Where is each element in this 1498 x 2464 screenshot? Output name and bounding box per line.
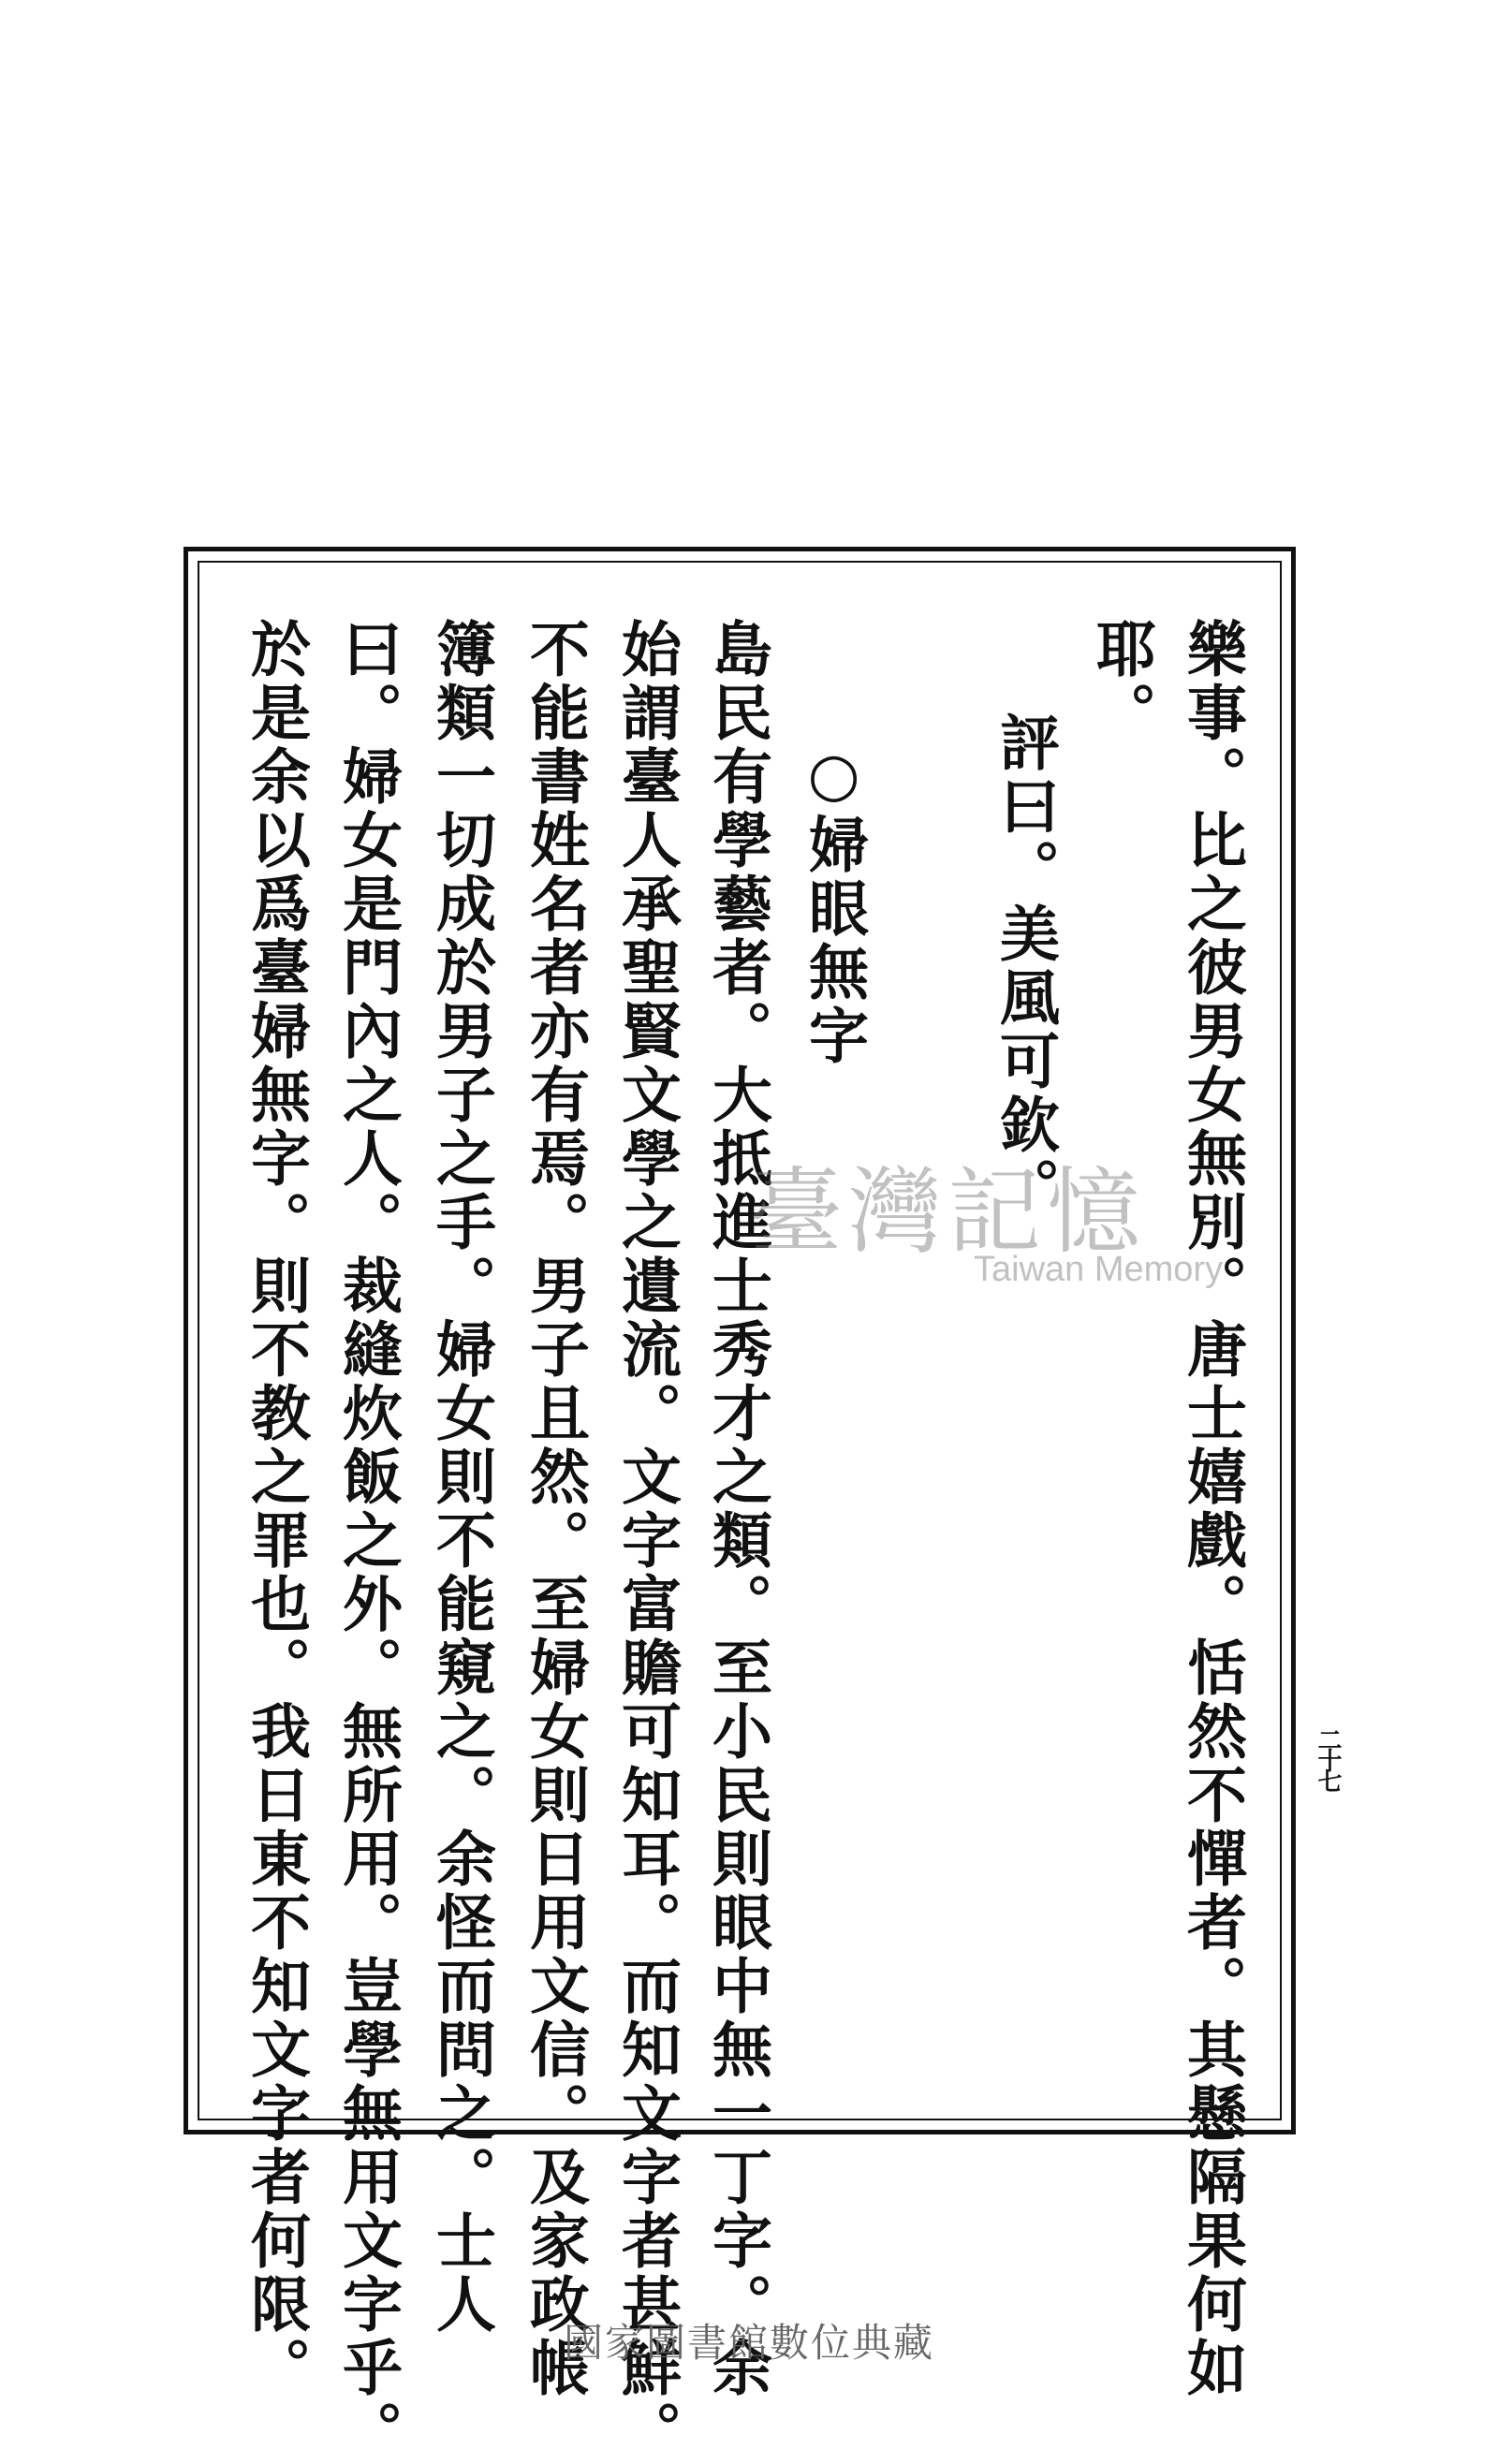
text-column-1: 樂事。比之彼男女無別。唐士嬉戲。恬然不憚者。其懸隔果何如 [1177, 618, 1247, 2400]
text-column-9: 曰。婦女是門內之人。裁縫炊飯之外。無所用。豈學無用文字乎。 [332, 618, 403, 2464]
text-column-10: 於是余以爲臺婦無字。則不教之罪也。我日東不知文字者何限。 [241, 618, 311, 2400]
text-column-6: 始謂臺人承聖賢文學之遺流。文字富贍可知耳。而知文字者甚鮮。 [611, 618, 682, 2464]
text-column-8: 簿類一切成於男子之手。婦女則不能窺之。余怪而問之。士人 [426, 618, 496, 2337]
footer-caption: 國家圖書館數位典藏 [563, 2320, 934, 2366]
watermark-chinese: 臺灣記憶 [749, 1157, 1146, 1267]
comment-column: 評曰。美風可欽。 [990, 711, 1060, 1221]
text-column-2: 耶。 [1086, 618, 1156, 745]
section-heading: ○婦眼無字 [799, 740, 869, 1068]
watermark [749, 1157, 1236, 1290]
text-column-7: 不能書姓名者亦有焉。男子且然。至婦女則日用文信。及家政帳 [520, 618, 590, 2400]
watermark-english: Taiwan Memory [974, 1250, 1224, 1289]
text-column-5: 島民有學藝者。大抵進士秀才之類。至小民則眼中無一丁字。余 [702, 618, 772, 2400]
page-number: 二十七 [1314, 1727, 1342, 1789]
